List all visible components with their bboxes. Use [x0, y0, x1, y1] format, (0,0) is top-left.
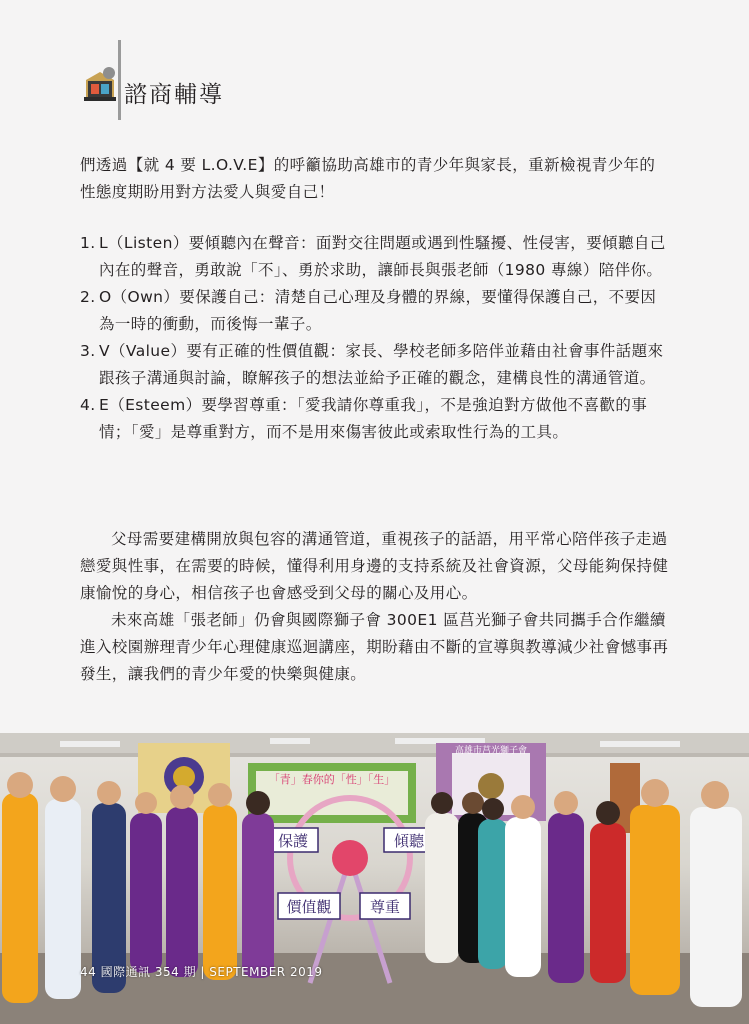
list-number: 1. [80, 234, 96, 252]
paragraph: 父母需要建構開放與包容的溝通管道，重視孩子的話語，用平常心陪伴孩子走過戀愛與性事，在需要的時候，懂得利用身邊的支持系統及社會資源，父母能夠保持健康愉悅的身心，相信孩子也會感受到父母的關心及用心。 [80, 530, 669, 602]
love-list [80, 230, 670, 446]
closing-paragraphs [80, 526, 670, 688]
list-number: 2. [80, 288, 96, 306]
banner-right-text: 高雄市莒光獅子會 [454, 746, 528, 756]
list-item-text: O（Own）要保護自己：清楚自己心理及身體的界線，要懂得保護自己，不要因為一時的衝動，而後悔一輩子。 [99, 288, 657, 333]
intro-text: 們透過【就 4 要 L.O.V.E】的呼籲協助高雄市的青少年與家長，重新檢視青少年的性態度期盼用對方法愛人與愛自己！ [80, 156, 656, 201]
list-item [80, 284, 670, 338]
page-footer: 44 國際通訊 354 期 | SEPTEMBER 2019 [80, 965, 323, 979]
section-title: 諮商輔導 [124, 82, 224, 108]
list-item [80, 230, 670, 284]
list-item [80, 338, 670, 392]
counseling-logo-icon [82, 64, 118, 104]
list-number: 4. [80, 396, 96, 414]
list-item [80, 392, 670, 446]
list-item-text: L（Listen）要傾聽內在聲音：面對交往問題或遇到性騷擾、性侵害，要傾聽自己內在的聲音，勇敢說「不」、勇於求助，讓師長與張老師（1980 專線）陪伴你。 [99, 234, 666, 279]
list-item-text: V（Value）要有正確的性價值觀：家長、學校老師多陪伴並藉由社會事件話題來跟孩子溝通與討論，瞭解孩子的想法並給予正確的觀念，建構良性的溝通管道。 [99, 342, 664, 387]
list-item-text: E（Esteem）要學習尊重：「愛我請你尊重我」，不是強迫對方做他不喜歡的事情；「愛」是尊重對方，而不是用來傷害彼此或索取性行為的工具。 [99, 396, 648, 441]
wheel-word: 傾聽 [393, 832, 425, 850]
banner-left-text: 「青」春你的「性」「生」 [268, 773, 396, 786]
wheel-word: 尊重 [369, 898, 401, 916]
wheel-word: 保護 [277, 832, 309, 850]
header-divider [118, 40, 121, 120]
group-photo [0, 733, 749, 1024]
list-number: 3. [80, 342, 96, 360]
paragraph: 未來高雄「張老師」仍會與國際獅子會 300E1 區莒光獅子會共同攜手合作繼續進入校園辦理青少年心理健康巡迴講座，期盼藉由不斷的宣導與教導減少社會憾事再發生，讓我們的青少年愛的快樂與健康。 [80, 611, 669, 683]
group-photo-scene [0, 733, 749, 1024]
wheel-word: 價值觀 [286, 898, 332, 916]
